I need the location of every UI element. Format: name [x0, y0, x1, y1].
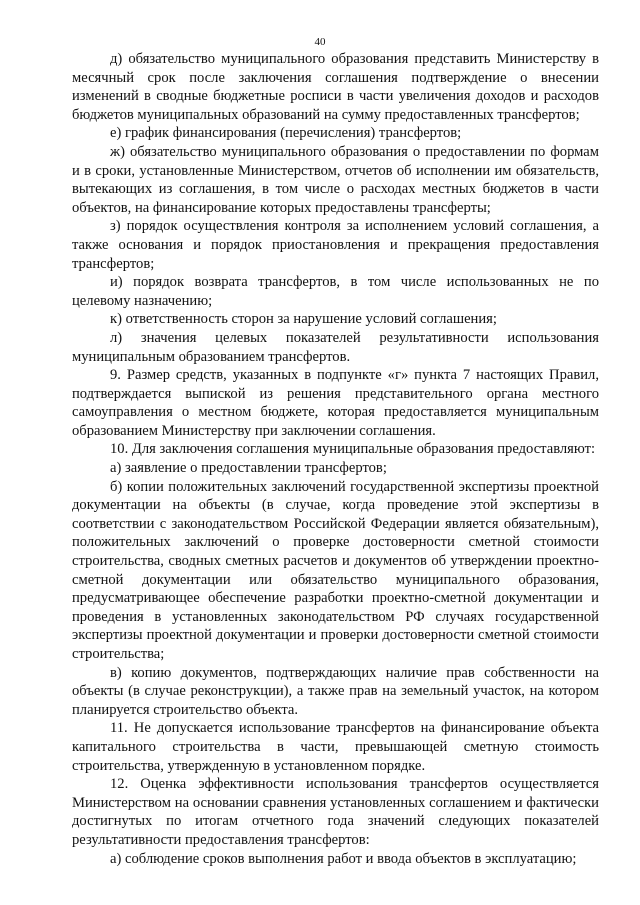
paragraph-12-evaluation: 12. Оценка эффективности использования трансфертов осуществляется Министерством на основании сравнения установленных соглашением и фактически достигнутых по итогам отчетного года значений следующих показателей результативности предоставления трансфертов: — [72, 776, 599, 848]
paragraph-a-application: а) заявление о предоставлении трансфертов; — [110, 460, 387, 477]
document-body — [72, 50, 599, 868]
paragraph-z-control: з) порядок осуществления контроля за исполнением условий соглашения, а также основания и порядок приостановления и прекращения предоставления трансфертов; — [72, 218, 599, 272]
paragraph-11-restriction: 11. Не допускается использование трансфертов на финансирование объекта капитального строительства в части, превышающей сметную стоимость строительства, утвержденную в установленном порядке. — [72, 720, 599, 774]
paragraph-v-ownership: в) копию документов, подтверждающих наличие прав собственности на объекты (в случае реконструкции), а также прав на земельный участок, на котором планируется строительство объекта. — [72, 664, 599, 718]
paragraph-10-documents: 10. Для заключения соглашения муниципальные образования предоставляют: — [110, 441, 596, 458]
paragraph-b-expertise: б) копии положительных заключений государственной экспертизы проектной документации на объекты (в случае, когда проведение этой экспертизы в соответствии с законодательством Российской Федерации является обязательным), положительных заключений о проверке достоверности сметной стоимости строительства, сводных сметных расчетов и документов об утверждении проектно-сметной документации или обязательство муниципального образования, предусматривающее обеспечение разработки проектно-сметной документации и проведения в установленных законодательством РФ случаях государственной экспертизы проектной документации и проверки достоверности сметной стоимости строительства; — [72, 478, 599, 662]
paragraph-zh-reports: ж) обязательство муниципального образования о предоставлении по формам и в сроки, установленные Министерством, отчетов об исполнении им обязательств, вытекающих из соглашения, в том числе о расходах местных бюджетов в части объектов, на финансирование которых предоставлены трансферты; — [72, 143, 599, 216]
paragraph-k-responsibility: к) ответственность сторон за нарушение условий соглашения; — [110, 311, 497, 328]
page-number: 40 — [314, 36, 326, 48]
paragraph-d-obligation: д) обязательство муниципального образования представить Министерству в месячный срок после заключения соглашения подтверждение о внесении изменений в сводные бюджетные росписи в части увеличения доходов и расходов бюджетов муниципальных образований на сумму предоставленных трансфертов; — [72, 51, 599, 123]
paragraph-9-funds: 9. Размер средств, указанных в подпункте «г» пункта 7 настоящих Правил, подтверждается выпиской из решения представительного органа местного самоуправления о местном бюджете, которая предоставляется муниципальным образованием Министерству при заключении соглашения. — [72, 367, 599, 439]
paragraph-i-return: и) порядок возврата трансфертов, в том числе использованных не по целевому назначению; — [72, 274, 599, 309]
paragraph-l-indicators: л) значения целевых показателей результативности использования муниципальным образованием трансфертов. — [72, 329, 599, 365]
paragraph-a-deadlines: а) соблюдение сроков выполнения работ и ввода объектов в эксплуатацию; — [110, 850, 577, 867]
paragraph-e-schedule: е) график финансирования (перечисления) трансфертов; — [110, 125, 462, 142]
